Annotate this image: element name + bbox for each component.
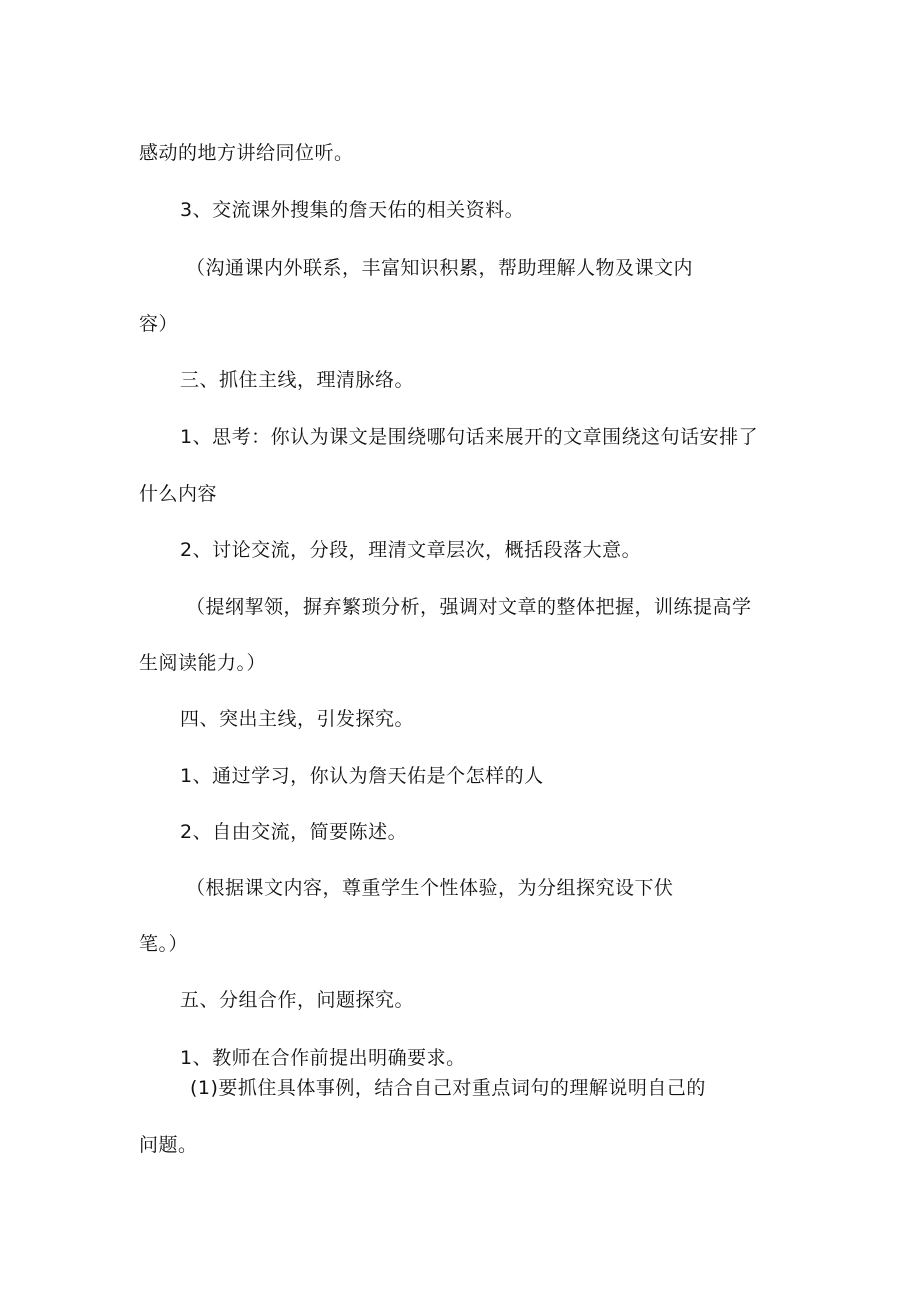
text-line: （提纲挈领，摒弃繁琐分析，强调对文章的整体把握，训练提高学 xyxy=(186,596,752,618)
text-line: （根据课文内容，尊重学生个性体验，为分组探究设下伏 xyxy=(186,877,674,899)
text-line: 生阅读能力。） xyxy=(139,652,267,674)
text-line: 问题。 xyxy=(139,1134,198,1156)
text-line: 2、讨论交流，分段，理清文章层次，概括段落大意。 xyxy=(180,539,642,561)
text-line: (1)要抓住具体事例，结合自己对重点词句的理解说明自己的 xyxy=(190,1077,706,1099)
section-heading: 三、抓住主线，理清脉络。 xyxy=(180,369,415,391)
text-line: 什么内容 xyxy=(139,483,218,505)
text-line: （沟通课内外联系，丰富知识积累，帮助理解人物及课文内 xyxy=(186,257,694,279)
text-line: 1、通过学习，你认为詹天佑是个怎样的人 xyxy=(180,765,544,787)
text-line: 1、教师在合作前提出明确要求。 xyxy=(180,1047,466,1069)
text-line: 3、交流课外搜集的詹天佑的相关资料。 xyxy=(180,199,525,221)
text-line: 笔。） xyxy=(139,933,189,955)
section-heading: 五、分组合作，问题探究。 xyxy=(180,989,415,1011)
text-line: 1、思考：你认为课文是围绕哪句话来展开的文章围绕这句话安排了 xyxy=(180,426,759,448)
text-line: 容） xyxy=(139,313,179,335)
text-line: 感动的地方讲给同位听。 xyxy=(139,142,354,164)
text-line: 2、自由交流，简要陈述。 xyxy=(180,821,408,843)
section-heading: 四、突出主线，引发探究。 xyxy=(180,708,415,730)
